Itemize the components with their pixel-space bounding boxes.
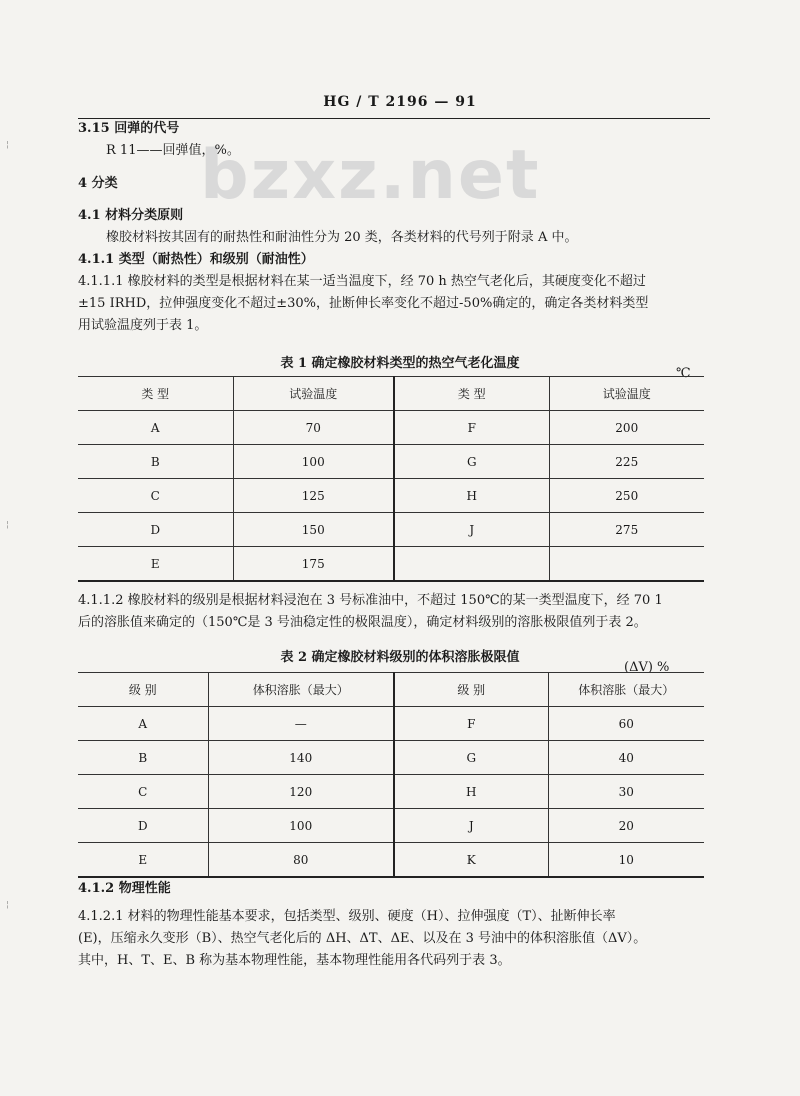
standard-number: HG / T 2196 — 91	[323, 94, 477, 110]
table1-cell: C	[78, 479, 233, 513]
table2-header-row	[78, 673, 704, 707]
table1-cell	[549, 547, 704, 582]
table2-row	[78, 809, 704, 843]
watermark-text: bzxz.net	[200, 136, 541, 215]
table2-cell: 100	[208, 809, 394, 843]
table2-cell: 80	[208, 843, 394, 878]
table1-row	[78, 547, 704, 582]
table2	[78, 672, 704, 878]
table1-cell: E	[78, 547, 233, 582]
table1-header-cell: 试验温度	[549, 377, 704, 411]
table2-cell: A	[78, 707, 208, 741]
table1-row	[78, 445, 704, 479]
text-3-15: R 11——回弹值，%。	[106, 143, 240, 158]
heading-4: 4 分类	[78, 176, 118, 191]
table2-cell: 140	[208, 741, 394, 775]
table1-cell	[394, 547, 549, 582]
table2-cell: B	[78, 741, 208, 775]
table1-cell: 225	[549, 445, 704, 479]
heading-3-15: 3.15 回弹的代号	[78, 121, 180, 136]
text-4-1-1-1-line1: 4.1.1.1 橡胶材料的类型是根据材料在某一适当温度下，经 70 h 热空气老化后，其硬度变化不超过	[78, 274, 646, 289]
table2-header-cell: 体积溶胀（最大）	[208, 673, 394, 707]
table2-cell: 10	[548, 843, 704, 878]
table2-cell: D	[78, 809, 208, 843]
table1-unit: ℃	[676, 366, 691, 381]
table1-header-cell: 类 型	[394, 377, 549, 411]
table2-cell: 120	[208, 775, 394, 809]
table2-row	[78, 707, 704, 741]
table2-caption: 表 2 确定橡胶材料级别的体积溶胀极限值	[280, 650, 520, 665]
table1-cell: H	[394, 479, 549, 513]
table1	[78, 376, 704, 582]
table1-cell: D	[78, 513, 233, 547]
table1-caption: 表 1 确定橡胶材料类型的热空气老化温度	[280, 356, 520, 371]
table1-cell: 150	[233, 513, 394, 547]
table1-row	[78, 479, 704, 513]
table2-cell: G	[394, 741, 548, 775]
heading-4-1: 4.1 材料分类原则	[78, 208, 184, 223]
scan-margin-mark: ¦	[6, 140, 9, 149]
table1-cell: 70	[233, 411, 394, 445]
table1-cell: J	[394, 513, 549, 547]
table1-cell: 175	[233, 547, 394, 582]
table2-cell: J	[394, 809, 548, 843]
text-4-1-1-1-line2: ±15 IRHD，拉伸强度变化不超过±30%，扯断伸长率变化不超过-50%确定的，确定各类材料类型	[78, 296, 649, 311]
table2-cell: H	[394, 775, 548, 809]
table1-cell: G	[394, 445, 549, 479]
table1-header-row	[78, 377, 704, 411]
table2-cell: C	[78, 775, 208, 809]
table1-row	[78, 411, 704, 445]
text-4-1-1-2-line2: 后的溶胀值来确定的（150℃是 3 号油稳定性的极限温度），确定材料级别的溶胀极限值列于表 2。	[78, 615, 647, 630]
table1-header-cell: 试验温度	[233, 377, 394, 411]
scan-margin-mark: ¦	[6, 520, 9, 529]
table2-cell: 40	[548, 741, 704, 775]
table2-cell: —	[208, 707, 394, 741]
table2-unit: (ΔV) %	[624, 660, 670, 675]
table2-cell: F	[394, 707, 548, 741]
table1-cell: B	[78, 445, 233, 479]
table2-row	[78, 741, 704, 775]
heading-4-1-1: 4.1.1 类型（耐热性）和级别（耐油性）	[78, 252, 314, 267]
text-4-1-2-1-line2: (E)，压缩永久变形（B）、热空气老化后的 ΔH、ΔT、ΔE、以及在 3 号油中的体积溶胀值（ΔV）。	[78, 931, 647, 946]
table1-cell: 250	[549, 479, 704, 513]
scan-margin-mark: ¦	[6, 900, 9, 909]
table1-cell: 100	[233, 445, 394, 479]
table1-row	[78, 513, 704, 547]
table1-cell: 200	[549, 411, 704, 445]
table1-cell: 275	[549, 513, 704, 547]
text-4-1-1-1-line3: 用试验温度列于表 1。	[78, 318, 208, 333]
table1-cell: A	[78, 411, 233, 445]
table2-cell: 20	[548, 809, 704, 843]
table1-header-cell: 类 型	[78, 377, 233, 411]
text-4-1-1-2-line1: 4.1.1.2 橡胶材料的级别是根据材料浸泡在 3 号标准油中，不超过 150℃的某一类型温度下，经 70 1	[78, 593, 663, 608]
header-rule	[78, 118, 710, 119]
text-4-1-2-1-line1: 4.1.2.1 材料的物理性能基本要求，包括类型、级别、硬度（H）、拉伸强度（T）、扯断伸长率	[78, 909, 616, 924]
table2-cell: K	[394, 843, 548, 878]
table1-cell: 125	[233, 479, 394, 513]
table2-cell: 60	[548, 707, 704, 741]
table2-cell: E	[78, 843, 208, 878]
text-4-1-2-1-line3: 其中，H、T、E、B 称为基本物理性能，基本物理性能用各代码列于表 3。	[78, 953, 511, 968]
text-4-1: 橡胶材料按其固有的耐热性和耐油性分为 20 类，各类材料的代号列于附录 A 中。	[106, 230, 578, 245]
table2-header-cell: 级 别	[78, 673, 208, 707]
table1-cell: F	[394, 411, 549, 445]
heading-4-1-2: 4.1.2 物理性能	[78, 881, 171, 896]
table2-row	[78, 843, 704, 878]
table2-row	[78, 775, 704, 809]
table2-header-cell: 级 别	[394, 673, 548, 707]
table2-cell: 30	[548, 775, 704, 809]
table2-header-cell: 体积溶胀（最大）	[548, 673, 704, 707]
